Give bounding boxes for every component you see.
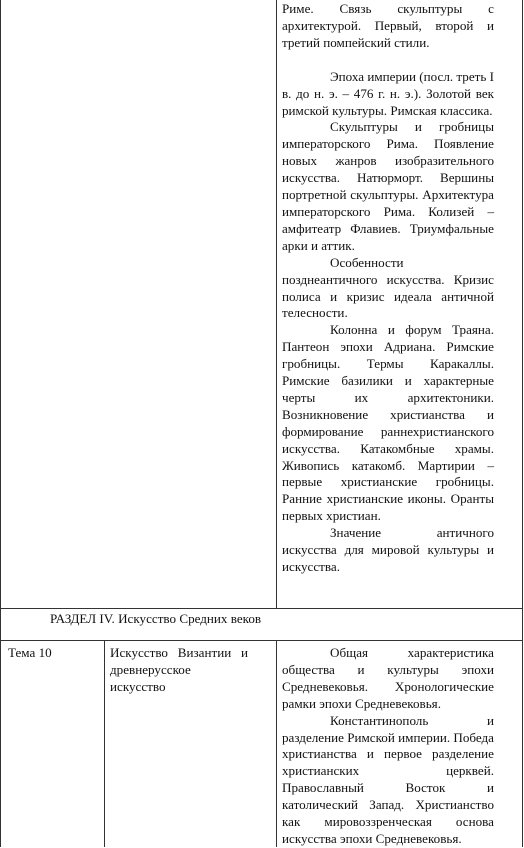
column-divider-3-top xyxy=(276,0,277,609)
row-divider-2 xyxy=(0,640,523,641)
topic-content-cell xyxy=(282,645,494,848)
content-paragraph: Колонна и форум Траяна. Пантеон эпохи Адриана. Римские гробницы. Термы Каракаллы. Римские базилики и характерные черты их архитектоники. Возникновение христианства и формирование раннехристианского искусства. Катакомбные храмы. Живопись катакомб. Мартирии – первые христианские гробницы. Ранние христианские иконы. Оранты первых христиан. xyxy=(282,322,494,524)
table-left-border xyxy=(0,0,1,847)
top-row-content-cell xyxy=(282,1,494,576)
content-paragraph: Константинополь и разделение Римской империи. Победа христианства и первое разделение христианских церквей. Православный Восток и католический Запад. Христианство как мировоззренческая основа искусства эпохи Средневековья. xyxy=(282,712,494,846)
topic-name-cell xyxy=(110,645,248,696)
table-right-border xyxy=(522,0,523,847)
section-title: РАЗДЕЛ IV. Искусство Средних веков xyxy=(50,611,262,626)
content-paragraph: Эпоха империи (посл. треть I в. до н. э. – 476 г. н. э.). Золотой век римской культуры. Римская классика. xyxy=(282,68,494,118)
content-paragraph: Общая характеристика общества и культуры эпохи Средневековья. Хронологические рамки эпохи Средневековья. xyxy=(282,645,494,711)
column-divider-2 xyxy=(276,640,277,847)
topic-name: Искусство Византии и древнерусское искусство xyxy=(110,645,248,694)
content-paragraph: Значение античного искусства для мировой культуры и искусства. xyxy=(282,525,494,574)
content-paragraph: Скульптуры и гробницы императорского Рима. Появление новых жанров изобразительного искусства. Натюрморт. Вершины портретной скульптуры. Архитектура императорского Рима. Колизей – амфитеатр Флавиев. Триумфальные арки и аттик. xyxy=(282,119,494,253)
content-paragraph: Риме. Связь скульптуры с архитектурой. Первый, второй и третий помпейский стили. xyxy=(282,1,494,50)
topic-number: Тема 10 xyxy=(8,645,52,660)
row-divider-1 xyxy=(0,608,523,609)
column-divider-1 xyxy=(104,640,105,847)
content-paragraph: Особенности позднеантичного искусства. Кризис полиса и кризис идеала античной телесности. xyxy=(282,254,494,321)
